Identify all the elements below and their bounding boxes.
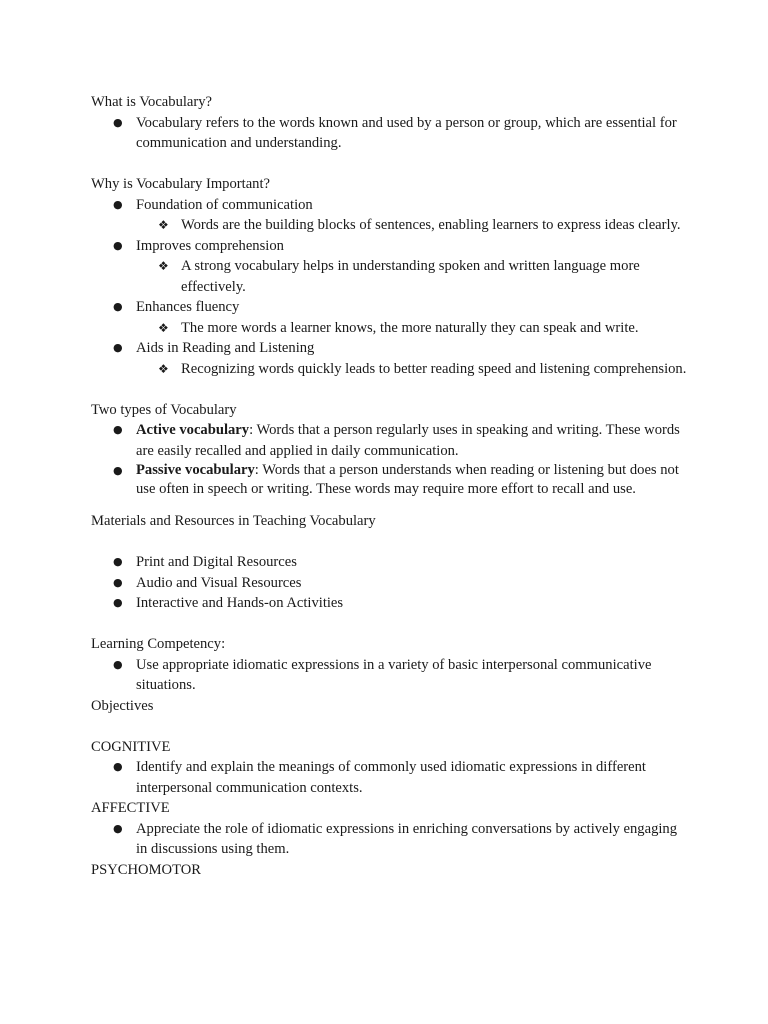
- bullet-dot-icon: ●: [113, 238, 123, 252]
- list-item: ● Appreciate the role of idiomatic expressions in enriching conversations by actively engaging in discussions using them.: [113, 820, 678, 857]
- list-item: ● Foundation of communication: [91, 195, 691, 216]
- term-passive: Passive vocabulary: [136, 462, 255, 478]
- term-active: Active vocabulary: [136, 422, 250, 438]
- diamond-bullet-icon: ❖: [158, 320, 169, 335]
- bullet-dot-icon: ●: [113, 657, 123, 671]
- heading-cognitive: COGNITIVE: [91, 738, 171, 755]
- bullet-dot-icon: ●: [113, 555, 123, 568]
- list-item: ● Identify and explain the meanings of commonly used idiomatic expressions in different interpersonal communication contexts.: [113, 759, 646, 796]
- affective-list: [91, 819, 691, 860]
- bullet-dot-icon: ●: [113, 197, 123, 211]
- list-item: ● Passive vocabulary: Words that a person understands when reading or listening but does not use often in speech or writing. These words may require more effort to recall and use.: [113, 462, 679, 497]
- bullet-dot-icon: ●: [113, 596, 123, 609]
- sub-list-item: ❖ A strong vocabulary helps in understanding spoken and written language more effectively.: [158, 258, 640, 295]
- importance-list: [91, 195, 691, 380]
- definition-list: [91, 113, 691, 154]
- list-item: ● Improves comprehension: [91, 236, 691, 257]
- competency-list: [91, 655, 691, 696]
- diamond-bullet-icon: ❖: [158, 361, 169, 376]
- materials-list: [91, 552, 691, 614]
- list-item: ● Interactive and Hands-on Activities: [91, 593, 691, 614]
- types-list: [91, 420, 691, 499]
- bullet-dot-icon: ●: [113, 300, 123, 313]
- list-item: ● Active vocabulary: Words that a person regularly uses in speaking and writing. These words are easily recalled and applied in daily communication.: [113, 422, 680, 459]
- sub-list-item: ❖ Words are the building blocks of sentences, enabling learners to express ideas clearly.: [91, 215, 691, 236]
- bullet-dot-icon: ●: [113, 464, 123, 477]
- list-item: ● Enhances fluency: [91, 297, 691, 318]
- diamond-bullet-icon: ❖: [158, 259, 169, 273]
- bullet-dot-icon: ●: [113, 575, 123, 589]
- bullet-dot-icon: ●: [113, 760, 123, 773]
- sub-list-item: ❖ The more words a learner knows, the more naturally they can speak and write.: [91, 318, 691, 339]
- list-item: ● Use appropriate idiomatic expressions in a variety of basic interpersonal communicative situations.: [113, 656, 652, 693]
- heading-psychomotor: PSYCHOMOTOR: [91, 861, 202, 878]
- sub-list-item: ❖ Recognizing words quickly leads to better reading speed and listening comprehension.: [91, 359, 691, 380]
- heading-objectives: Objectives: [91, 697, 154, 714]
- list-item: ● Vocabulary refers to the words known and used by a person or group, which are essential for communication and understanding.: [113, 114, 677, 151]
- heading-why-important: Why is Vocabulary Important?: [91, 176, 271, 192]
- document-body: [91, 92, 691, 880]
- list-item: ● Print and Digital Resources: [91, 552, 691, 573]
- heading-affective: AFFECTIVE: [91, 800, 170, 816]
- bullet-dot-icon: ●: [113, 423, 123, 436]
- heading-what-is-vocabulary: What is Vocabulary?: [91, 94, 213, 110]
- list-item: ● Aids in Reading and Listening: [91, 338, 691, 359]
- bullet-dot-icon: ●: [113, 115, 123, 129]
- heading-materials: Materials and Resources in Teaching Vocabulary: [91, 513, 376, 529]
- bullet-dot-icon: ●: [113, 821, 123, 835]
- bullet-dot-icon: ●: [113, 341, 123, 354]
- heading-types-of-vocabulary: Two types of Vocabulary: [91, 401, 237, 418]
- list-item: ● Audio and Visual Resources: [91, 573, 691, 594]
- diamond-bullet-icon: ❖: [158, 218, 169, 232]
- heading-learning-competency: Learning Competency:: [91, 636, 226, 652]
- cognitive-list: [91, 757, 691, 798]
